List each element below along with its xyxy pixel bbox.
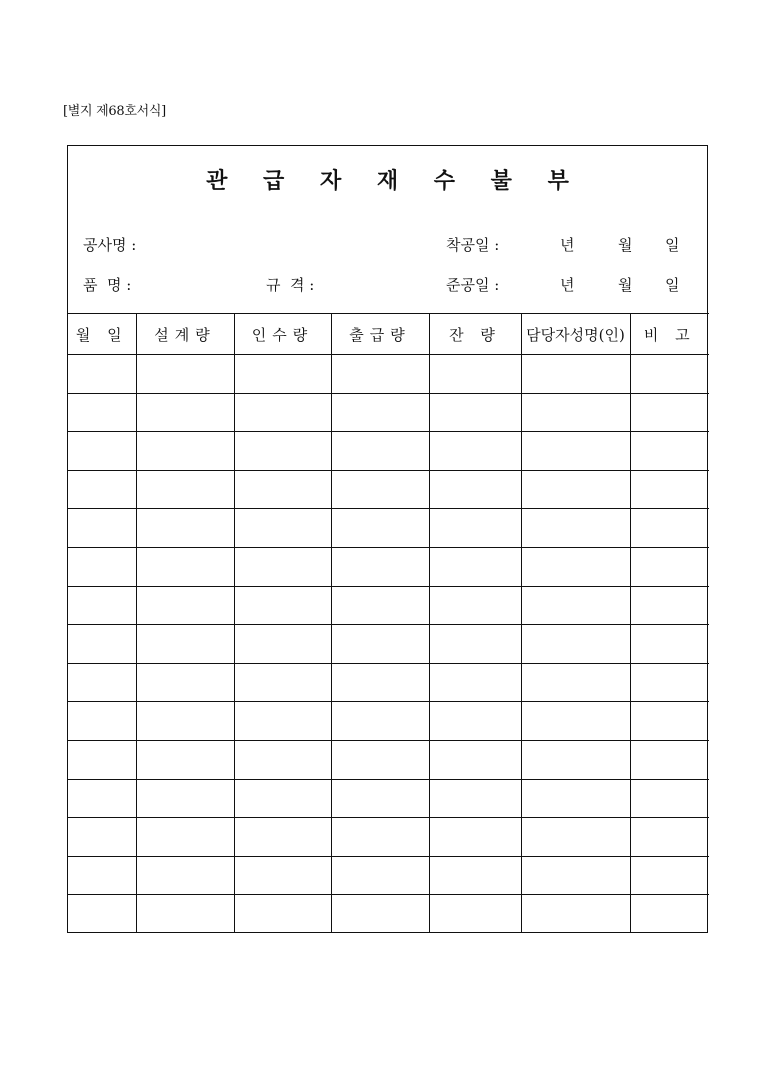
header-date: 월 일 xyxy=(68,314,136,355)
cell-design-qty[interactable] xyxy=(136,432,234,471)
completion-day-label: 일 xyxy=(665,276,680,294)
cell-manager-sign[interactable] xyxy=(521,663,630,702)
cell-balance[interactable] xyxy=(429,547,521,586)
cell-manager-sign[interactable] xyxy=(521,586,630,625)
cell-remarks[interactable] xyxy=(630,740,709,779)
cell-manager-sign[interactable] xyxy=(521,818,630,857)
form-number: [별지 제68호서식] xyxy=(63,104,166,119)
cell-design-qty[interactable] xyxy=(136,355,234,394)
cell-design-qty[interactable] xyxy=(136,586,234,625)
cell-remarks[interactable] xyxy=(630,509,709,548)
cell-balance[interactable] xyxy=(429,509,521,548)
cell-balance[interactable] xyxy=(429,586,521,625)
cell-remarks[interactable] xyxy=(630,625,709,664)
cell-date[interactable] xyxy=(68,547,136,586)
table-row xyxy=(68,663,709,702)
cell-issued-qty[interactable] xyxy=(331,663,429,702)
cell-design-qty[interactable] xyxy=(136,740,234,779)
cell-received-qty[interactable] xyxy=(234,432,331,471)
completion-year-label: 년 xyxy=(560,276,575,294)
cell-date[interactable] xyxy=(68,740,136,779)
cell-received-qty[interactable] xyxy=(234,509,331,548)
form-title: 관 급 자 재 수 불 부 xyxy=(206,168,583,194)
cell-date[interactable] xyxy=(68,663,136,702)
ledger-form xyxy=(67,145,708,933)
cell-received-qty[interactable] xyxy=(234,895,331,933)
start-month-label: 월 xyxy=(618,236,633,254)
cell-remarks[interactable] xyxy=(630,663,709,702)
cell-balance[interactable] xyxy=(429,818,521,857)
cell-manager-sign[interactable] xyxy=(521,740,630,779)
cell-issued-qty[interactable] xyxy=(331,818,429,857)
cell-received-qty[interactable] xyxy=(234,470,331,509)
cell-design-qty[interactable] xyxy=(136,547,234,586)
ledger-table xyxy=(68,313,709,933)
cell-design-qty[interactable] xyxy=(136,470,234,509)
cell-balance[interactable] xyxy=(429,779,521,818)
cell-issued-qty[interactable] xyxy=(331,856,429,895)
cell-issued-qty[interactable] xyxy=(331,586,429,625)
info-row-project xyxy=(68,234,707,258)
cell-design-qty[interactable] xyxy=(136,393,234,432)
item-name-label: 품 명 : xyxy=(83,276,132,294)
cell-manager-sign[interactable] xyxy=(521,779,630,818)
cell-received-qty[interactable] xyxy=(234,818,331,857)
cell-remarks[interactable] xyxy=(630,779,709,818)
spec-label: 규 격 : xyxy=(266,276,315,294)
header-row xyxy=(68,314,709,355)
cell-manager-sign[interactable] xyxy=(521,470,630,509)
header-balance: 잔 량 xyxy=(429,314,521,355)
cell-design-qty[interactable] xyxy=(136,663,234,702)
cell-balance[interactable] xyxy=(429,393,521,432)
cell-design-qty[interactable] xyxy=(136,509,234,548)
cell-balance[interactable] xyxy=(429,740,521,779)
cell-issued-qty[interactable] xyxy=(331,355,429,394)
cell-remarks[interactable] xyxy=(630,856,709,895)
cell-received-qty[interactable] xyxy=(234,547,331,586)
cell-manager-sign[interactable] xyxy=(521,856,630,895)
cell-manager-sign[interactable] xyxy=(521,547,630,586)
start-day-label: 일 xyxy=(665,236,680,254)
cell-balance[interactable] xyxy=(429,856,521,895)
cell-received-qty[interactable] xyxy=(234,355,331,394)
cell-issued-qty[interactable] xyxy=(331,740,429,779)
cell-issued-qty[interactable] xyxy=(331,470,429,509)
cell-issued-qty[interactable] xyxy=(331,432,429,471)
project-name-label: 공사명 : xyxy=(83,236,137,254)
start-date-label: 착공일 : xyxy=(446,236,500,254)
cell-issued-qty[interactable] xyxy=(331,779,429,818)
table-row xyxy=(68,470,709,509)
cell-design-qty[interactable] xyxy=(136,702,234,741)
table-row xyxy=(68,355,709,394)
cell-manager-sign[interactable] xyxy=(521,432,630,471)
cell-received-qty[interactable] xyxy=(234,740,331,779)
table-row xyxy=(68,393,709,432)
table-row xyxy=(68,702,709,741)
cell-issued-qty[interactable] xyxy=(331,509,429,548)
cell-date[interactable] xyxy=(68,393,136,432)
cell-date[interactable] xyxy=(68,625,136,664)
cell-balance[interactable] xyxy=(429,432,521,471)
cell-date[interactable] xyxy=(68,432,136,471)
cell-received-qty[interactable] xyxy=(234,856,331,895)
cell-date[interactable] xyxy=(68,509,136,548)
completion-month-label: 월 xyxy=(618,276,633,294)
cell-remarks[interactable] xyxy=(630,586,709,625)
cell-manager-sign[interactable] xyxy=(521,393,630,432)
cell-date[interactable] xyxy=(68,779,136,818)
cell-date[interactable] xyxy=(68,856,136,895)
cell-manager-sign[interactable] xyxy=(521,625,630,664)
cell-manager-sign[interactable] xyxy=(521,509,630,548)
cell-date[interactable] xyxy=(68,470,136,509)
cell-design-qty[interactable] xyxy=(136,625,234,664)
cell-date[interactable] xyxy=(68,818,136,857)
cell-balance[interactable] xyxy=(429,895,521,933)
cell-manager-sign[interactable] xyxy=(521,355,630,394)
cell-received-qty[interactable] xyxy=(234,779,331,818)
cell-date[interactable] xyxy=(68,586,136,625)
info-row-item xyxy=(68,274,707,298)
cell-date[interactable] xyxy=(68,702,136,741)
cell-balance[interactable] xyxy=(429,625,521,664)
cell-manager-sign[interactable] xyxy=(521,702,630,741)
header-remarks: 비 고 xyxy=(630,314,709,355)
cell-received-qty[interactable] xyxy=(234,393,331,432)
table-row xyxy=(68,586,709,625)
table-row xyxy=(68,509,709,548)
cell-issued-qty[interactable] xyxy=(331,702,429,741)
cell-issued-qty[interactable] xyxy=(331,393,429,432)
cell-manager-sign[interactable] xyxy=(521,895,630,933)
table-row xyxy=(68,895,709,933)
cell-remarks[interactable] xyxy=(630,895,709,933)
completion-date-label: 준공일 : xyxy=(446,276,500,294)
cell-balance[interactable] xyxy=(429,355,521,394)
cell-date[interactable] xyxy=(68,355,136,394)
cell-remarks[interactable] xyxy=(630,547,709,586)
table-row xyxy=(68,547,709,586)
cell-remarks[interactable] xyxy=(630,818,709,857)
table-row xyxy=(68,740,709,779)
cell-remarks[interactable] xyxy=(630,355,709,394)
cell-date[interactable] xyxy=(68,895,136,933)
cell-remarks[interactable] xyxy=(630,702,709,741)
cell-issued-qty[interactable] xyxy=(331,547,429,586)
cell-received-qty[interactable] xyxy=(234,663,331,702)
table-row xyxy=(68,856,709,895)
cell-design-qty[interactable] xyxy=(136,779,234,818)
cell-design-qty[interactable] xyxy=(136,856,234,895)
cell-design-qty[interactable] xyxy=(136,818,234,857)
table-row xyxy=(68,432,709,471)
start-year-label: 년 xyxy=(560,236,575,254)
cell-received-qty[interactable] xyxy=(234,625,331,664)
cell-received-qty[interactable] xyxy=(234,586,331,625)
header-issued-qty: 출급량 xyxy=(331,314,429,355)
table-row xyxy=(68,625,709,664)
cell-issued-qty[interactable] xyxy=(331,895,429,933)
cell-balance[interactable] xyxy=(429,663,521,702)
header-manager-sign: 담당자성명(인) xyxy=(521,314,630,355)
header-design-qty: 설계량 xyxy=(136,314,234,355)
cell-balance[interactable] xyxy=(429,470,521,509)
cell-remarks[interactable] xyxy=(630,432,709,471)
cell-design-qty[interactable] xyxy=(136,895,234,933)
cell-remarks[interactable] xyxy=(630,470,709,509)
cell-received-qty[interactable] xyxy=(234,702,331,741)
cell-remarks[interactable] xyxy=(630,393,709,432)
cell-balance[interactable] xyxy=(429,702,521,741)
header-received-qty: 인수량 xyxy=(234,314,331,355)
table-row xyxy=(68,779,709,818)
cell-issued-qty[interactable] xyxy=(331,625,429,664)
table-row xyxy=(68,818,709,857)
